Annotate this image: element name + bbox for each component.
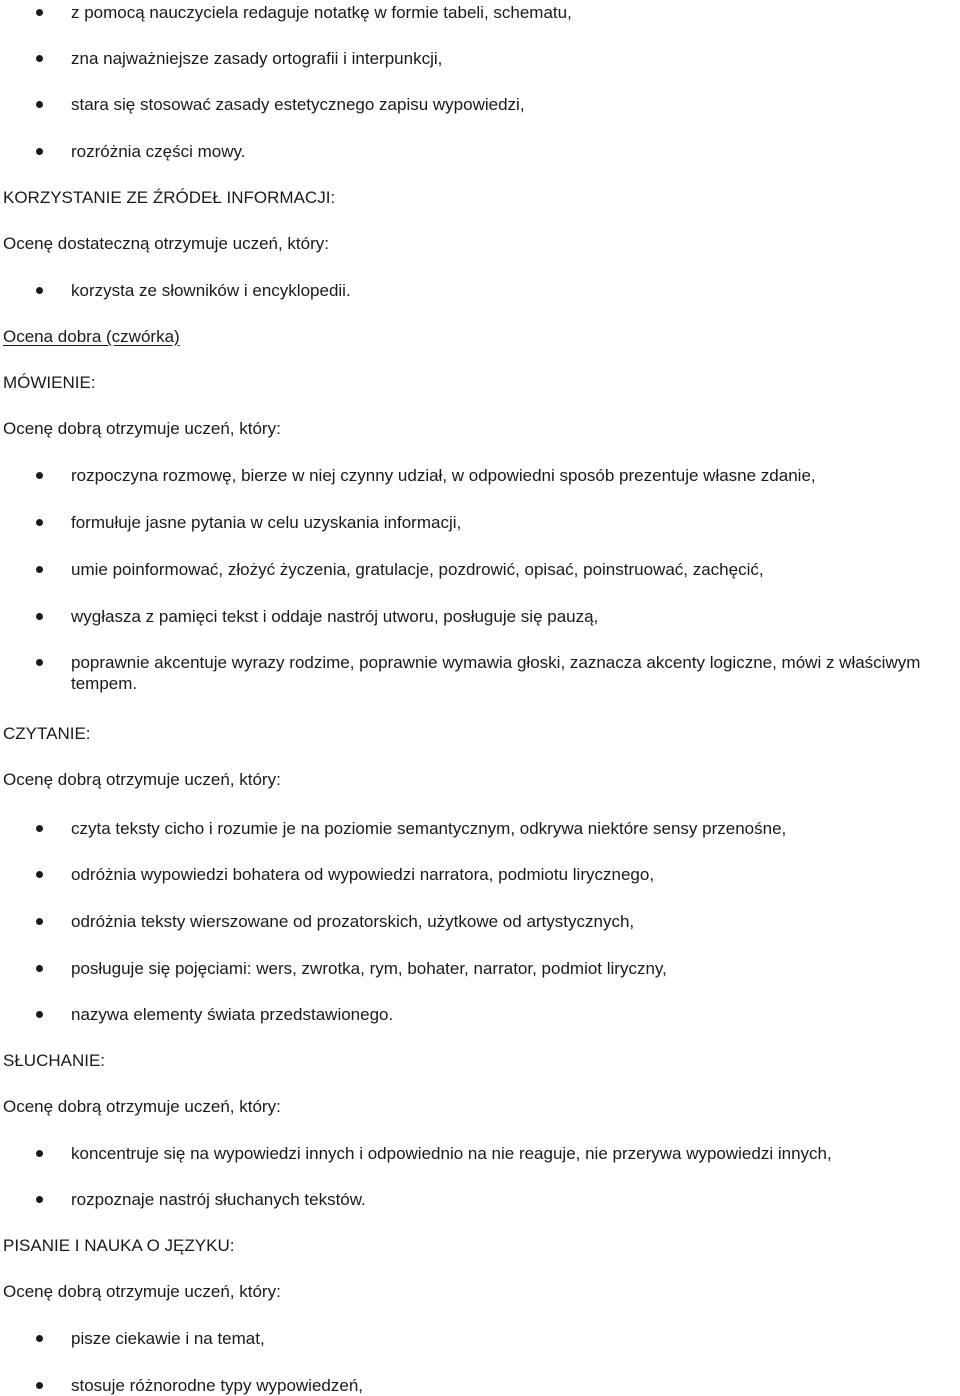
bullet-dot xyxy=(36,871,43,878)
section-heading: CZYTANIE: xyxy=(3,724,91,743)
bullet-dot xyxy=(36,659,43,666)
list-item: zna najważniejsze zasady ortografii i interpunkcji, xyxy=(71,49,443,68)
bullet-dot xyxy=(36,613,43,620)
section-intro: Ocenę dobrą otrzymuje uczeń, który: xyxy=(3,1282,281,1301)
section-heading: SŁUCHANIE: xyxy=(3,1051,106,1070)
bullet-dot xyxy=(36,1196,43,1203)
bullet-dot xyxy=(36,1335,43,1342)
bullet-dot xyxy=(36,148,43,155)
section-intro: Ocenę dostateczną otrzymuje uczeń, który: xyxy=(3,234,329,253)
list-item: posługuje się pojęciami: wers, zwrotka, rym, bohater, narrator, podmiot liryczny, xyxy=(71,959,667,978)
grade-heading: Ocena dobra (czwórka) xyxy=(3,327,180,346)
list-item: wygłasza z pamięci tekst i oddaje nastrój utworu, posługuje się pauzą, xyxy=(71,607,599,626)
section-heading: PISANIE I NAUKA O JĘZYKU: xyxy=(3,1236,235,1255)
bullet-dot xyxy=(36,1382,43,1389)
bullet-dot xyxy=(36,9,43,16)
list-item: korzysta ze słowników i encyklopedii. xyxy=(71,281,351,300)
list-item: poprawnie akcentuje wyrazy rodzime, poprawnie wymawia głoski, zaznacza akcenty logiczne, mówi z właściwym tempem. xyxy=(71,653,921,693)
bullet-dot xyxy=(36,1011,43,1018)
section-heading: MÓWIENIE: xyxy=(3,373,96,392)
bullet-dot xyxy=(36,472,43,479)
list-item: formułuje jasne pytania w celu uzyskania informacji, xyxy=(71,513,462,532)
list-item: czyta teksty cicho i rozumie je na poziomie semantycznym, odkrywa niektóre sensy przenośne, xyxy=(71,819,787,838)
bullet-dot xyxy=(36,519,43,526)
list-item: nazywa elementy świata przedstawionego. xyxy=(71,1005,394,1024)
list-item: rozróżnia części mowy. xyxy=(71,142,246,161)
list-item: koncentruje się na wypowiedzi innych i odpowiednio na nie reaguje, nie przerywa wypowiedzi innych, xyxy=(71,1144,832,1163)
list-item: rozpoczyna rozmowę, bierze w niej czynny udział, w odpowiedni sposób prezentuje własne zdanie, xyxy=(71,466,816,485)
bullet-dot xyxy=(36,566,43,573)
bullet-dot xyxy=(36,55,43,62)
list-item: pisze ciekawie i na temat, xyxy=(71,1329,265,1348)
list-item: odróżnia wypowiedzi bohatera od wypowiedzi narratora, podmiotu lirycznego, xyxy=(71,865,655,884)
list-item: umie poinformować, złożyć życzenia, gratulacje, pozdrowić, opisać, poinstruować, zachęcić, xyxy=(71,560,764,579)
bullet-dot xyxy=(36,825,43,832)
bullet-dot xyxy=(36,965,43,972)
bullet-dot xyxy=(36,287,43,294)
section-heading: KORZYSTANIE ZE ŹRÓDEŁ INFORMACJI: xyxy=(3,188,336,207)
section-intro: Ocenę dobrą otrzymuje uczeń, który: xyxy=(3,419,281,438)
bullet-dot xyxy=(36,1150,43,1157)
bullet-dot xyxy=(36,918,43,925)
list-item: stosuje różnorodne typy wypowiedzeń, xyxy=(71,1376,363,1395)
list-item: rozpoznaje nastrój słuchanych tekstów. xyxy=(71,1190,366,1209)
list-item: z pomocą nauczyciela redaguje notatkę w formie tabeli, schematu, xyxy=(71,3,572,22)
list-item: stara się stosować zasady estetycznego zapisu wypowiedzi, xyxy=(71,95,525,114)
list-item: odróżnia teksty wierszowane od prozatorskich, użytkowe od artystycznych, xyxy=(71,912,635,931)
section-intro: Ocenę dobrą otrzymuje uczeń, który: xyxy=(3,770,281,789)
bullet-dot xyxy=(36,101,43,108)
section-intro: Ocenę dobrą otrzymuje uczeń, który: xyxy=(3,1097,281,1116)
